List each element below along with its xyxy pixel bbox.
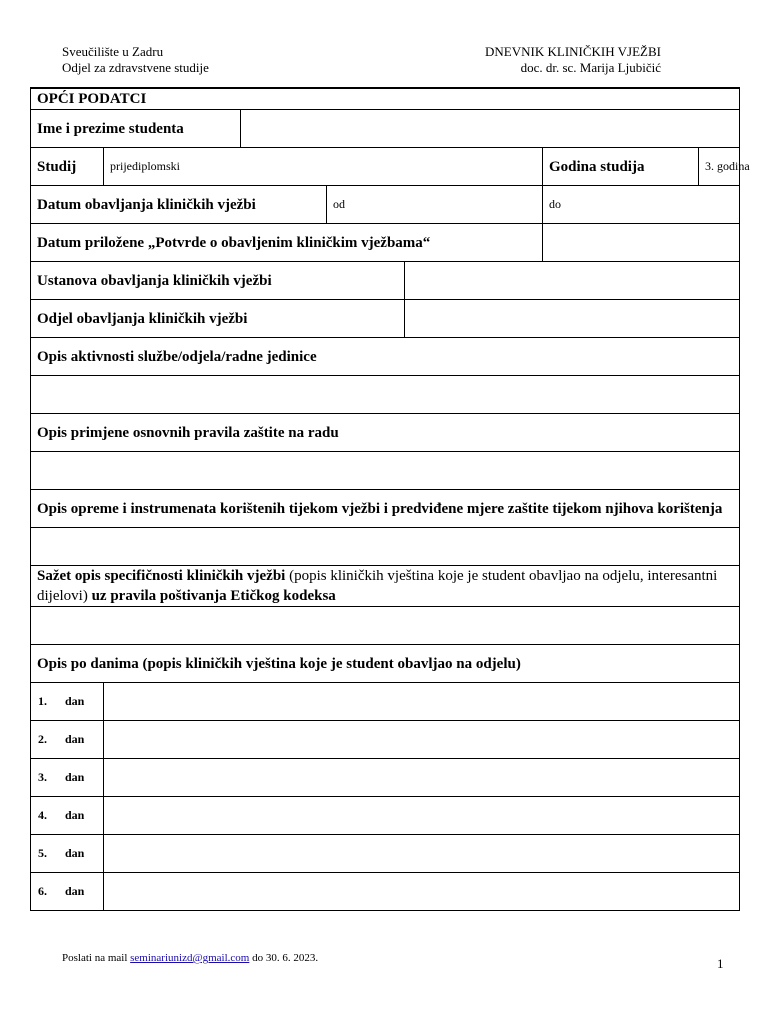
day-number: 3. <box>38 770 47 784</box>
daily-label: Opis po danima (popis kliničkih vještina koje je student obavljao na odjelu) <box>31 645 740 683</box>
study-field[interactable]: prijediplomski <box>104 148 543 186</box>
day-word: dan <box>65 694 85 708</box>
day-word: dan <box>65 770 85 784</box>
activity-field[interactable] <box>31 376 740 414</box>
day-row <box>31 835 740 873</box>
day-number: 5. <box>38 846 47 860</box>
author-name: doc. dr. sc. Marija Ljubičić <box>520 60 661 75</box>
day-label <box>31 797 104 835</box>
day-label <box>31 683 104 721</box>
summary-label-row <box>31 566 740 607</box>
header-left <box>62 44 209 76</box>
department-name: Odjel za zdravstvene studije <box>62 60 209 75</box>
day-description-field[interactable] <box>104 797 740 835</box>
page-number: 1 <box>717 956 724 971</box>
safety-label-row <box>31 414 740 452</box>
certificate-label: Datum priložene „Potvrde o obavljenim kliničkim vježbama“ <box>31 224 543 262</box>
date-to-field[interactable]: do <box>543 186 740 224</box>
daily-label-row <box>31 645 740 683</box>
equipment-label: Opis opreme i instrumenata korištenih tijekom vježbi i predviđene mjere zaštite tijekom njihova korištenja <box>31 490 740 528</box>
equipment-label-row <box>31 490 740 528</box>
study-label: Studij <box>31 148 104 186</box>
department-label: Odjel obavljanja kliničkih vježbi <box>31 300 405 338</box>
footer-suffix: do 30. 6. 2023. <box>249 952 319 964</box>
institution-label: Ustanova obavljanja kliničkih vježbi <box>31 262 405 300</box>
summary-label-bold-2: uz pravila poštivanja Etičkog kodeksa <box>91 588 336 604</box>
safety-label: Opis primjene osnovnih pravila zaštite na radu <box>31 414 740 452</box>
footer-prefix: Poslati na mail <box>62 952 131 964</box>
day-label <box>31 835 104 873</box>
department-row <box>31 300 740 338</box>
clinical-diary-form <box>30 87 750 911</box>
day-label <box>31 873 104 911</box>
day-word: dan <box>65 732 85 746</box>
day-label <box>31 721 104 759</box>
department-field[interactable] <box>405 300 740 338</box>
date-from-field[interactable]: od <box>327 186 543 224</box>
day-row <box>31 873 740 911</box>
day-word: dan <box>65 846 85 860</box>
study-row <box>31 148 740 186</box>
activity-label: Opis aktivnosti službe/odjela/radne jedinice <box>31 338 740 376</box>
day-word: dan <box>65 808 85 822</box>
day-row <box>31 721 740 759</box>
day-description-field[interactable] <box>104 835 740 873</box>
day-description-field[interactable] <box>104 721 740 759</box>
university-name: Sveučilište u Zadru <box>62 44 164 59</box>
activity-field-row <box>31 376 740 414</box>
dates-label: Datum obavljanja kliničkih vježbi <box>31 186 327 224</box>
safety-field-row <box>31 452 740 490</box>
student-name-field[interactable] <box>241 110 740 148</box>
day-row <box>31 683 740 721</box>
certificate-row <box>31 224 740 262</box>
certificate-date-field[interactable] <box>543 224 740 262</box>
safety-field[interactable] <box>31 452 740 490</box>
summary-label-normal: (popis kliničkih vještina koje je student obavljao na odjelu, interesantni dijelovi) <box>37 568 718 604</box>
institution-row <box>31 262 740 300</box>
summary-label <box>31 566 740 607</box>
day-label <box>31 759 104 797</box>
activity-label-row <box>31 338 740 376</box>
day-word: dan <box>65 884 85 898</box>
institution-field[interactable] <box>405 262 740 300</box>
student-name-label: Ime i prezime studenta <box>31 110 241 148</box>
section-title-row <box>31 88 740 110</box>
day-number: 4. <box>38 808 47 822</box>
dates-row <box>31 186 740 224</box>
document-title: DNEVNIK KLINIČKIH VJEŽBI <box>485 44 661 59</box>
day-number: 6. <box>38 884 47 898</box>
email-link[interactable]: seminariunizd@gmail.com <box>130 952 250 964</box>
summary-label-bold-1: Sažet opis specifičnosti kliničkih vježbi <box>37 568 286 584</box>
summary-field[interactable] <box>31 607 740 645</box>
equipment-field[interactable] <box>31 528 740 566</box>
day-description-field[interactable] <box>104 683 740 721</box>
footer-note <box>62 952 318 964</box>
year-label: Godina studija <box>543 148 699 186</box>
day-row <box>31 759 740 797</box>
day-row <box>31 797 740 835</box>
day-number: 2. <box>38 732 47 746</box>
year-field[interactable]: 3. godina <box>699 148 740 186</box>
section-title: OPĆI PODATCI <box>31 88 740 110</box>
equipment-field-row <box>31 528 740 566</box>
summary-field-row <box>31 607 740 645</box>
day-number: 1. <box>38 694 47 708</box>
day-description-field[interactable] <box>104 759 740 797</box>
day-description-field[interactable] <box>104 873 740 911</box>
student-name-row <box>31 110 740 148</box>
header-right <box>485 44 661 76</box>
